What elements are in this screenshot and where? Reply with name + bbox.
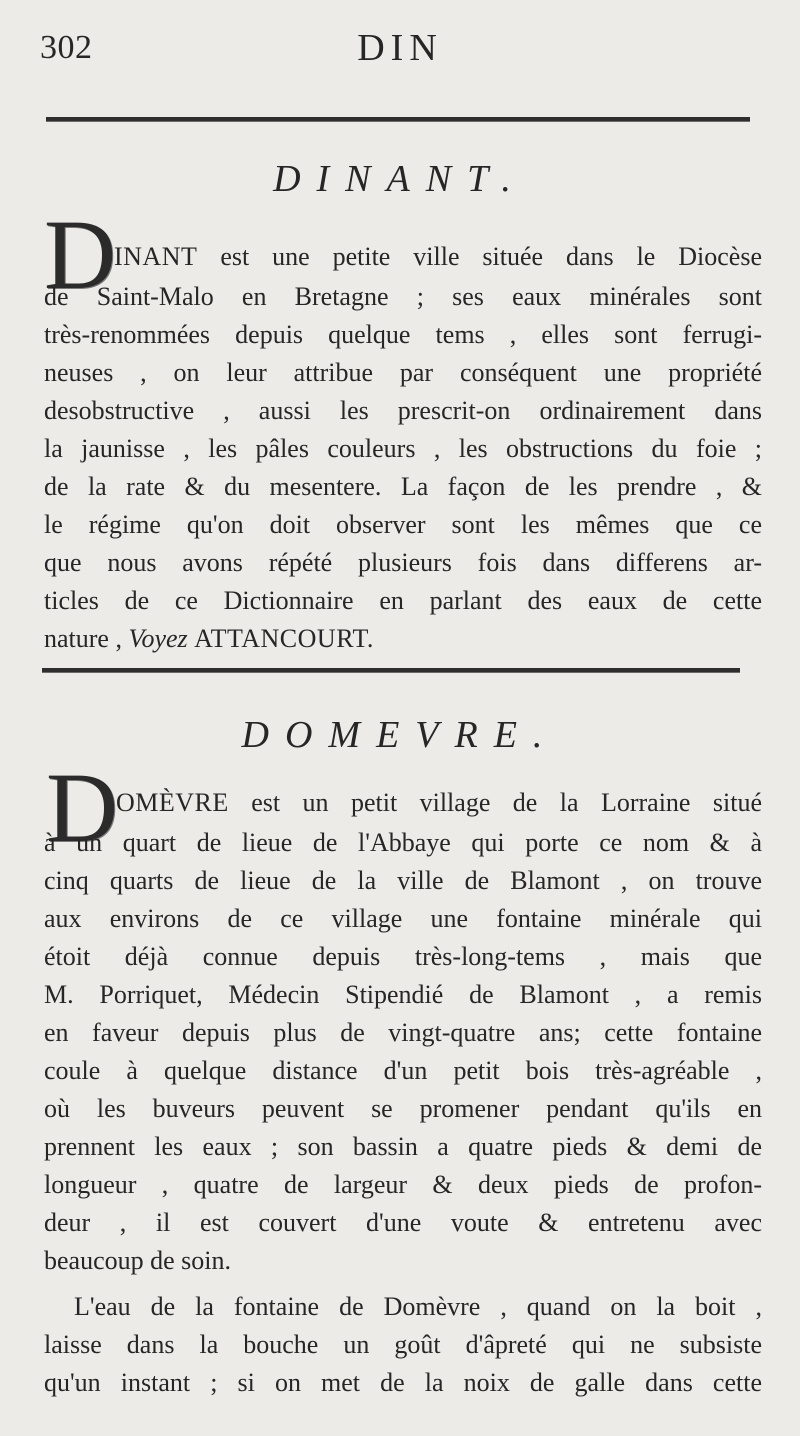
text-line: aux environs de ce village une fontaine minérale qui [44,904,762,933]
text-line: la jaunisse , les pâles couleurs , les obstructions du foie ; [44,434,762,463]
article-title-dinant: DINANT. [273,158,527,200]
see-reference-target: ATTANCOURT. [194,624,374,653]
text-line: que nous avons répété plusieurs fois dans differens ar- [44,548,762,577]
text-span: nature , [44,624,122,653]
text-line: étoit déjà connue depuis très-long-tems , mais que [44,942,762,971]
text-line: le régime qu'on doit observer sont les mêmes que ce [44,510,762,539]
text-line: ticles de ce Dictionnaire en parlant des eaux de cette [44,586,762,615]
text-line: en faveur depuis plus de vingt-quatre ans; cette fontaine [44,1018,762,1047]
text-line: coule à quelque distance d'un petit bois très-agréable , [44,1056,762,1085]
text-line [116,786,762,820]
text-line [114,240,762,274]
text-line: de la rate & du mesentere. La façon de les prendre , & [44,472,762,501]
text-line: L'eau de la fontaine de Domèvre , quand on la boit , [74,1292,762,1321]
lead-word: OMÈVRE [116,788,229,817]
lead-word: INANT [114,242,198,271]
page-number: 302 [40,29,93,66]
text-line: très-renommées depuis quelque tems , elles sont ferrugi- [44,320,762,349]
text-line: qu'un instant ; si on met de la noix de galle dans cette [44,1368,762,1397]
text-line: deur , il est couvert d'une voute & entretenu avec [44,1208,762,1237]
text-line-last: beaucoup de soin. [44,1246,232,1275]
text-line: M. Porriquet, Médecin Stipendié de Blamont , a remis [44,980,762,1009]
text-span: est une petite ville située dans le Diocèse [220,242,762,271]
text-line: neuses , on leur attribue par conséquent une propriété [44,358,762,387]
header-rule [46,117,750,122]
text-line: laisse dans la bouche un goût d'âpreté qui ne subsiste [44,1330,762,1359]
text-line: longueur , quatre de largeur & deux pieds de profon- [44,1170,762,1199]
article-title-domevre: DOMEVRE. [241,714,559,756]
drop-cap: D [46,752,119,863]
see-reference-label: Voyez [128,624,188,653]
text-line: prennent les eaux ; son bassin a quatre pieds & demi de [44,1132,762,1161]
text-span: est un petit village de la Lorraine situé [251,788,762,817]
text-line: desobstructive , aussi les prescrit-on ordinairement dans [44,396,762,425]
drop-cap: D [44,199,117,310]
text-line-last [44,622,374,656]
text-line: cinq quarts de lieue de la ville de Blamont , on trouve [44,866,762,895]
text-line: de Saint-Malo en Bretagne ; ses eaux minérales sont [44,282,762,311]
running-head: DIN [357,27,443,69]
section-rule [42,668,740,673]
text-line: où les buveurs peuvent se promener pendant qu'ils en [44,1094,762,1123]
text-line: à un quart de lieue de l'Abbaye qui porte ce nom & à [44,828,762,857]
